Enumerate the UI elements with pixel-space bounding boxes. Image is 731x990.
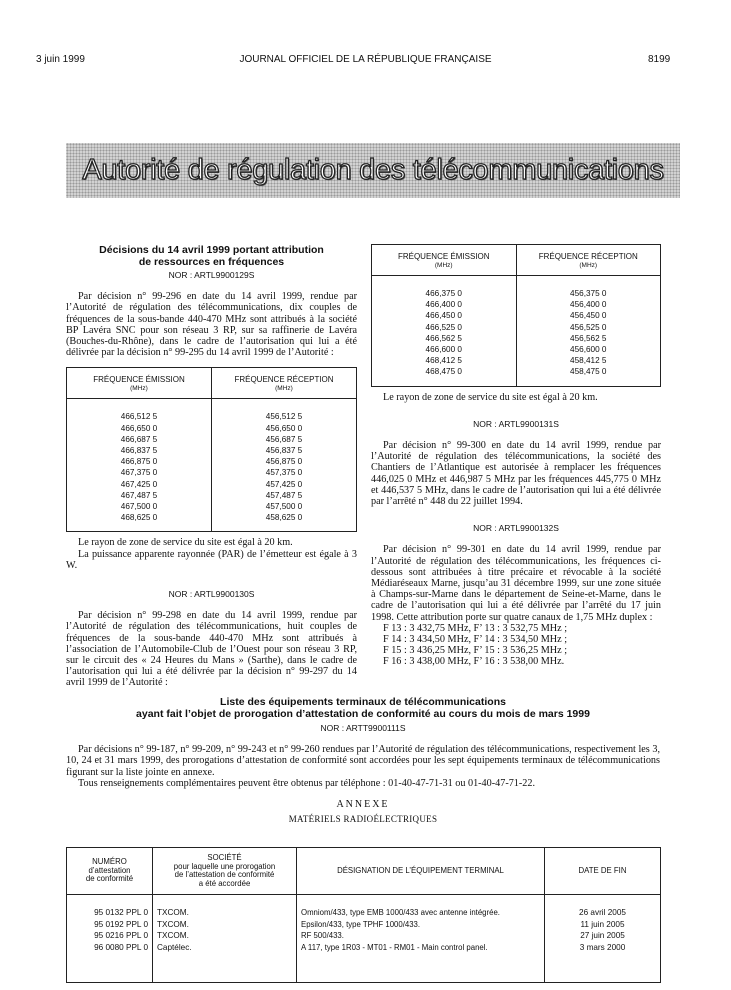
end-dates: 26 avril 2005 11 juin 2005 27 juin 2005 3 mars 2000 (545, 895, 661, 983)
header-journal-title: JOURNAL OFFICIEL DE LA RÉPUBLIQUE FRANÇAISE (239, 54, 492, 65)
col-header-end-date: DATE DE FIN (545, 848, 661, 895)
channel-line: F 16 : 3 438,00 MHz, F’ 16 : 3 538,00 MHz. (383, 656, 565, 668)
emission-frequency: 466,687 5 (120, 434, 158, 444)
reception-frequency: 456,525 0 (570, 322, 607, 332)
decision-paragraph: Par décision n° 99-296 en date du 14 avril 1999, rendue par l’Autorité de régulation des télécommunications, dix couples de fréquences de la sous-bande 440-470 MHz sont attribués à la société BP Lavéra SNC pour son réseau 3 RP, sur sa raffinerie de Lavéra (Bouches-du-Rhône), dans le cadre de l’autorisation qui lui a été délivrée par la décision n° 99-295 du 14 avril 1999 de l’Autorité : (66, 291, 357, 359)
power-text: La puissance apparente rayonnée (PAR) de l’émetteur est égale à 3 W. (66, 548, 357, 571)
reception-frequency: 456,875 0 (265, 457, 303, 467)
reception-frequency: 457,375 0 (265, 468, 303, 478)
emission-frequency: 466,837 5 (120, 446, 158, 456)
channel-line: F 13 : 3 432,75 MHz, F’ 13 : 3 532,75 MHz ; (383, 622, 568, 634)
reception-frequency: 458,475 0 (570, 367, 607, 377)
attestation-numbers: 95 0132 PPL 0 95 0192 PPL 0 95 0216 PPL 0 96 0080 PPL 0 (94, 908, 148, 952)
annexe-heading: ANNEXE (336, 799, 390, 811)
frequency-table-1 (66, 367, 357, 532)
decisions-title-line1: Décisions du 14 avril 1999 portant attribution (99, 244, 324, 256)
reception-frequency: 456,375 0 (570, 289, 607, 298)
emission-frequency: 466,525 0 (425, 322, 462, 332)
reception-frequency: 456,687 5 (265, 434, 303, 444)
nor-reference: NOR : ARTL9900129S (168, 270, 255, 280)
reception-frequency: 456,600 0 (570, 345, 607, 355)
reception-header: FRÉQUENCE RÉCEPTION (MHz) (516, 245, 661, 276)
decisions-title-line2: de ressources en fréquences (138, 256, 285, 268)
channel-line: F 15 : 3 436,25 MHz, F’ 15 : 3 536,25 MHz ; (383, 645, 568, 657)
reception-frequency: 456,400 0 (570, 300, 607, 310)
reception-frequencies (212, 399, 357, 532)
reception-frequency: 456,562 5 (570, 333, 607, 343)
emission-frequency: 466,400 0 (425, 300, 462, 310)
emission-frequency: 468,475 0 (425, 367, 462, 377)
nor-reference: NOR : ARTL9900132S (473, 523, 559, 534)
reception-frequency: 458,625 0 (265, 513, 303, 523)
right-column (371, 244, 661, 668)
nor-reference: NOR : ARTT9900111S (320, 723, 406, 733)
banner-title: Autorité de régulation des télécommunications (82, 154, 664, 186)
channel-line: F 14 : 3 434,50 MHz, F’ 14 : 3 534,50 MHz ; (383, 634, 568, 646)
emission-frequency: 468,412 5 (425, 356, 462, 366)
frequency-table-2 (371, 244, 661, 387)
company-names: TXCOM. TXCOM. TXCOM. Captélec. (153, 895, 297, 983)
emission-frequency: 466,650 0 (120, 423, 158, 433)
emission-frequency: 467,375 0 (120, 468, 158, 478)
equipment-title-line1: Liste des équipements terminaux de télécommunications (220, 696, 506, 708)
reception-frequency: 457,487 5 (265, 490, 303, 500)
col-header-designation: DÉSIGNATION DE L’ÉQUIPEMENT TERMINAL (297, 848, 545, 895)
emission-header: FRÉQUENCE ÉMISSION (MHz) (372, 245, 517, 276)
table-row (67, 895, 661, 983)
emission-frequency: 468,625 0 (120, 513, 158, 523)
equipment-section (66, 696, 660, 825)
decisions-paragraph: Par décisions n° 99-187, n° 99-209, n° 99-243 et n° 99-260 rendues par l’Autorité de régulation des télécommunications, respectivement les 3, 10, 24 et 31 mars 1999, des prorogations d’attestation de conformité sont accordées pour les sept équipements terminaux de télécommunications figurant sur la liste jointe en annexe. (66, 744, 660, 778)
reception-header: FRÉQUENCE RÉCEPTION (MHz) (212, 368, 357, 399)
nor-reference: NOR : ARTL9900131S (473, 418, 559, 429)
emission-frequency: 466,562 5 (425, 333, 462, 343)
service-radius-text: Le rayon de zone de service du site est égal à 20 km. (78, 537, 293, 549)
emission-header: FRÉQUENCE ÉMISSION (MHz) (67, 368, 212, 399)
reception-frequency: 456,450 0 (570, 311, 607, 321)
reception-frequency: 458,412 5 (570, 356, 607, 366)
decision-paragraph: Par décision n° 99-301 en date du 14 avril 1999, rendue par l’Autorité de régulation des télécommunications, les fréquences ci-dessous sont attribuées à titre précaire et révocable à la société Médiaréseaux Marne, jusqu’au 31 décembre 1999, sur une zone située à Champs-sur-Marne dans le département de Seine-et-Marne, dans le cadre de l’autorisation qui lui a été délivrée par l’arrêté du 17 juin 1998. Cette attribution porte sur quatre canaux de 1,75 MHz duplex : (371, 544, 661, 623)
emission-frequency: 466,375 0 (425, 289, 462, 298)
header-date: 3 juin 1999 (36, 54, 85, 65)
col-header-number: NUMÉRO d’attestation de conformité (67, 848, 153, 895)
reception-frequency: 456,650 0 (265, 423, 303, 433)
reception-frequency: 457,500 0 (265, 502, 303, 512)
equipment-designations: Omniom/433, type EMB 1000/433 avec antenne intégrée. Epsilon/433, type TPHF 1000/433. RF 500/433. A 117, type 1R03 - MT01 - RM01 - Main control panel. (297, 895, 545, 983)
annexe-subtitle: MATÉRIELS RADIOÉLECTRIQUES (288, 814, 438, 825)
col-header-company: SOCIÉTÉ pour laquelle une prorogation de l’attestation de conformité a été accordée (153, 848, 297, 895)
emission-frequency: 467,500 0 (120, 502, 158, 512)
service-radius-text: Le rayon de zone de service du site est égal à 20 km. (383, 391, 598, 403)
emission-frequency: 466,875 0 (120, 457, 158, 467)
emission-frequency: 467,487 5 (120, 490, 158, 500)
reception-frequency: 456,512 5 (265, 412, 303, 422)
emission-frequencies (372, 276, 517, 387)
decision-paragraph: Par décision n° 99-298 en date du 14 avril 1999, rendue par l’Autorité de régulation des télécommunications, huit couples de fréquences de la sous-bande 440-470 MHz sont attribués à l’association de l’Automobile-Club de l’Ouest pour son réseau 3 RP, sur le circuit des « 24 Heures du Mans » (Sarthe), dans le cadre de l’autorisation qui lui a été délivrée par la décision n° 99-297 du 14 avril 1999 de l’Autorité : (66, 610, 357, 689)
reception-frequency: 456,837 5 (265, 446, 303, 456)
equipment-table (66, 847, 661, 983)
authority-banner (66, 143, 680, 198)
contact-paragraph: Tous renseignements complémentaires peuvent être obtenus par téléphone : 01-40-47-71-31 ou 01-40-47-71-22. (78, 777, 536, 789)
reception-frequencies (516, 276, 661, 387)
left-column (66, 244, 357, 689)
emission-frequency: 466,450 0 (425, 311, 462, 321)
emission-frequency: 466,600 0 (425, 345, 462, 355)
equipment-title-line2: ayant fait l’objet de prorogation d’attestation de conformité au cours du mois de mars 1999 (136, 708, 590, 720)
nor-reference: NOR : ARTL9900130S (168, 589, 255, 600)
channel-list (371, 623, 661, 668)
emission-frequency: 466,512 5 (120, 412, 158, 422)
decision-paragraph: Par décision n° 99-300 en date du 14 avril 1999, rendue par l’Autorité de régulation des télécommunications, la société des Chantiers de l’Atlantique est autorisée à remplacer les fréquences 446,025 0 MHz et 446,987 5 MHz par les fréquences 445,775 0 MHz et 446,537 5 MHz, dans le cadre de l’autorisation qui lui a été délivrée par l’arrêté n° 448 du 22 juillet 1994. (371, 440, 661, 508)
reception-frequency: 457,425 0 (265, 479, 303, 489)
emission-frequency: 467,425 0 (120, 479, 158, 489)
emission-frequencies (67, 399, 212, 532)
header-page-number: 8199 (648, 54, 671, 65)
